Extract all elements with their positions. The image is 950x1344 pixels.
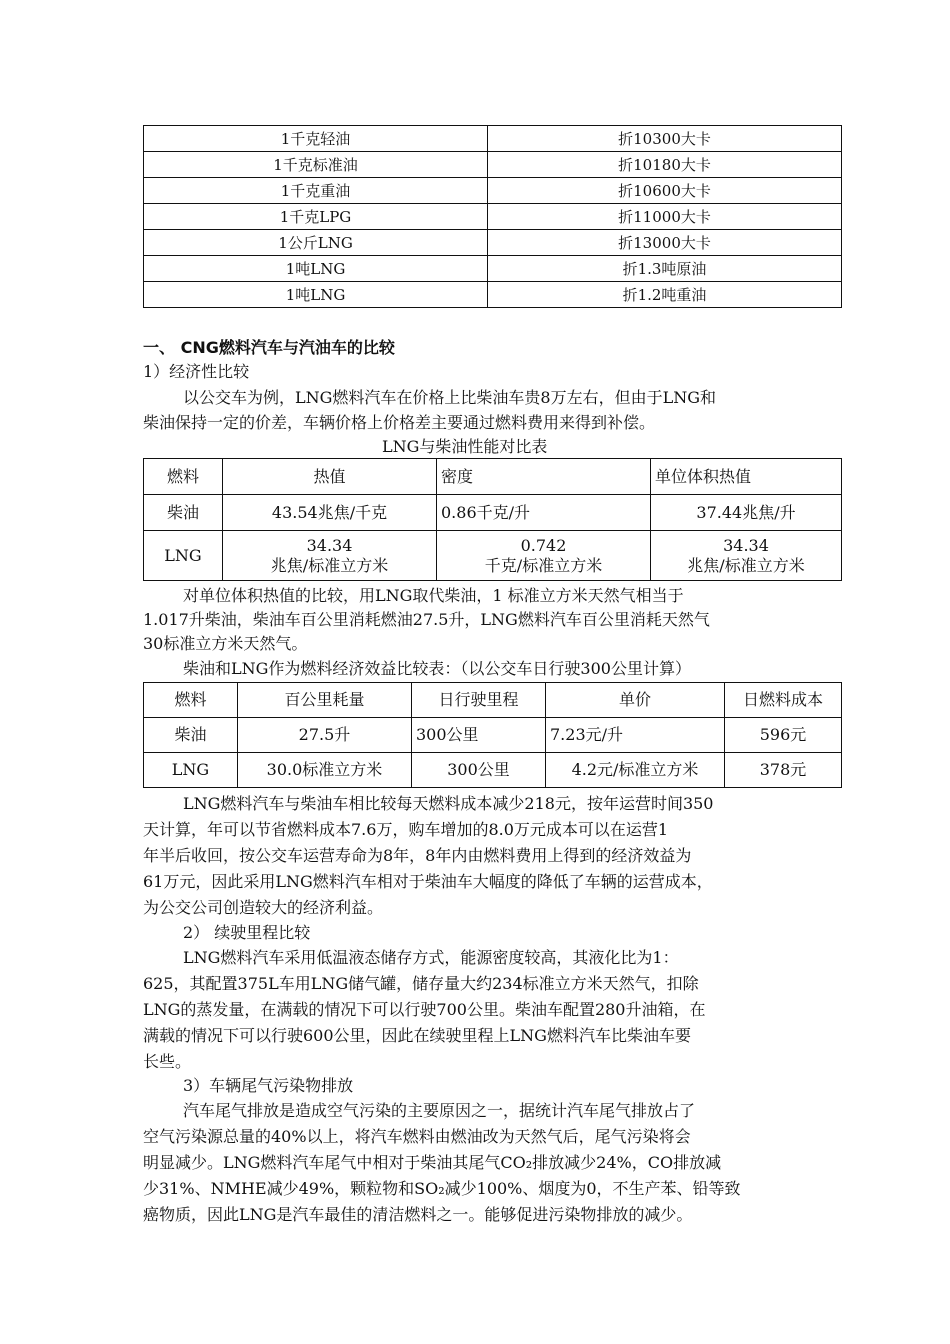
- table-row: 柴油 27.5升 300公里 7.23元/升 596元: [144, 718, 842, 753]
- table-row: LNG 34.34 兆焦/标准立方米 0.742 千克/标准立方米 34.34 兆焦/标准立方米: [144, 531, 842, 581]
- paragraph-line: LNG燃料汽车采用低温液态储存方式，能源密度较高，其液化比为1：: [183, 948, 679, 967]
- subheading-range: 2） 续驶里程比较: [183, 923, 311, 942]
- paragraph-line: 61万元，因此采用LNG燃料汽车相对于柴油车大幅度的降低了车辆的运营成本，: [143, 872, 713, 891]
- subheading-economy: 1）经济性比较: [143, 362, 250, 381]
- paragraph-line: 对单位体积热值的比较，用LNG取代柴油，1 标准立方米天然气相当于: [183, 586, 684, 605]
- conversion-table: [143, 125, 842, 308]
- table-row: 柴油 43.54兆焦/千克 0.86千克/升 37.44兆焦/升: [144, 495, 842, 531]
- performance-table: [143, 458, 842, 581]
- paragraph-line: 汽车尾气排放是造成空气污染的主要原因之一，据统计汽车尾气排放占了: [183, 1101, 696, 1120]
- table-caption: LNG与柴油性能对比表: [382, 437, 548, 456]
- paragraph-line: 癌物质，因此LNG是汽车最佳的清洁燃料之一。能够促进污染物排放的减少。: [143, 1205, 693, 1224]
- paragraph-line: 满载的情况下可以行驶600公里，因此在续驶里程上LNG燃料汽车比柴油车要: [143, 1026, 691, 1045]
- paragraph-line: 明显减少。LNG燃料汽车尾气中相对于柴油其尾气CO₂排放减少24%，CO排放减: [143, 1153, 722, 1172]
- table-row: 1千克重油 折10600大卡: [144, 178, 842, 204]
- paragraph-line: 天计算，年可以节省燃料成本7.6万，购车增加的8.0万元成本可以在运营1: [143, 820, 669, 839]
- paragraph-line: 少31%、NMHE减少49%，颗粒物和SO₂减少100%、烟度为0，不生产苯、铅等致: [143, 1179, 741, 1198]
- paragraph-line: 30标准立方米天然气。: [143, 634, 308, 653]
- table-row: 1千克标准油 折10180大卡: [144, 152, 842, 178]
- table-row: 1千克LPG 折11000大卡: [144, 204, 842, 230]
- table-row: 1公斤LNG 折13000大卡: [144, 230, 842, 256]
- table-row: 1吨LNG 折1.3吨原油: [144, 256, 842, 282]
- paragraph-line: 625，其配置375L车用LNG储气罐，储存量大约234标准立方米天然气，扣除: [143, 974, 699, 993]
- paragraph-line: 柴油保持一定的价差，车辆价格上价格差主要通过燃料费用来得到补偿。: [143, 413, 656, 432]
- paragraph-line: LNG燃料汽车与柴油车相比较每天燃料成本减少218元，按年运营时间350: [183, 794, 714, 813]
- paragraph-line: 1.017升柴油，柴油车百公里消耗燃油27.5升，LNG燃料汽车百公里消耗天然气: [143, 610, 710, 629]
- table-header-row: 燃料 热值 密度 单位体积热值: [144, 459, 842, 495]
- paragraph-line: LNG的蒸发量，在满载的情况下可以行驶700公里。柴油车配置280升油箱，在: [143, 1000, 706, 1019]
- paragraph-line: 空气污染源总量的40%以上，将汽车燃料由燃油改为天然气后，尾气污染将会: [143, 1127, 691, 1146]
- table-caption: 柴油和LNG作为燃料经济效益比较表：（以公交车日行驶300公里计算）: [183, 659, 691, 678]
- paragraph-line: 以公交车为例，LNG燃料汽车在价格上比柴油车贵8万左右，但由于LNG和: [183, 388, 716, 407]
- table-row: LNG 30.0标准立方米 300公里 4.2元/标准立方米 378元: [144, 753, 842, 788]
- table-row: 1吨LNG 折1.2吨重油: [144, 282, 842, 308]
- paragraph-line: 年半后收回，按公交车运营寿命为8年，8年内由燃料费用上得到的经济效益为: [143, 846, 692, 865]
- table-row: 1千克轻油 折10300大卡: [144, 126, 842, 152]
- section-heading: 一、 CNG燃料汽车与汽油车的比较: [143, 338, 395, 357]
- economic-benefit-table: [143, 682, 842, 788]
- subheading-emissions: 3）车辆尾气污染物排放: [183, 1076, 354, 1095]
- paragraph-line: 长些。: [143, 1052, 192, 1071]
- table-header-row: 燃料 百公里耗量 日行驶里程 单价 日燃料成本: [144, 683, 842, 718]
- paragraph-line: 为公交公司创造较大的经济利益。: [143, 898, 384, 917]
